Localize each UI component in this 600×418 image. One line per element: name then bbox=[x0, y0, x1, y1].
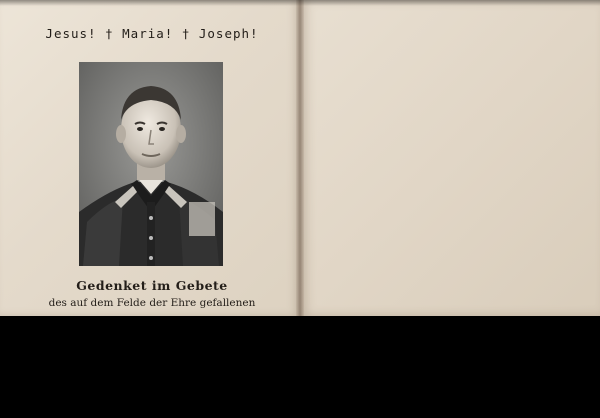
portrait-photo bbox=[79, 62, 223, 266]
card-fold bbox=[296, 0, 304, 316]
invocation-line: Jesus! † Maria! † Joseph! bbox=[45, 26, 259, 41]
black-band bbox=[0, 316, 600, 418]
remembrance-subheading: des auf dem Felde der Ehre gefallenen bbox=[48, 297, 256, 309]
top-shadow bbox=[0, 0, 600, 6]
right-page bbox=[300, 0, 600, 316]
remembrance-heading: Gedenket im Gebete bbox=[76, 278, 228, 293]
left-page bbox=[0, 0, 300, 316]
